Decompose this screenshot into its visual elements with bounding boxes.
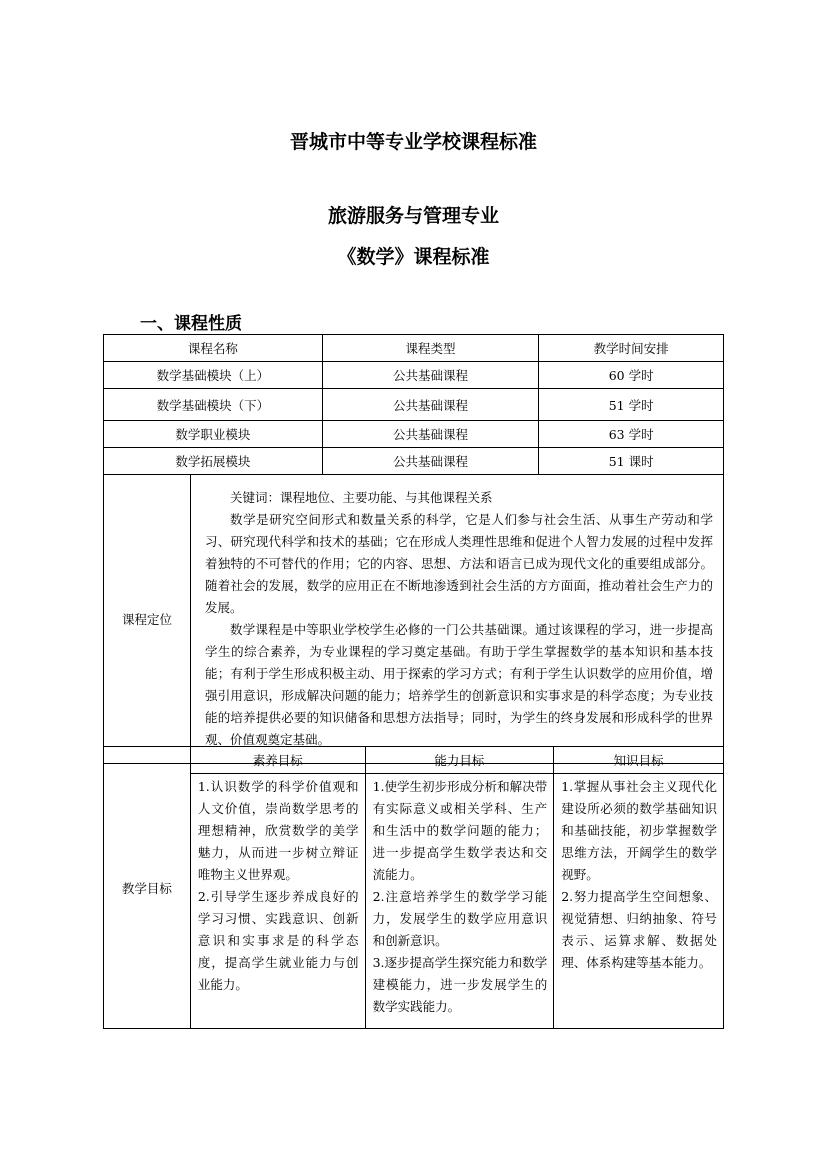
keywords-paragraph: 关键词：课程地位、主要功能、与其他课程关系 [230, 490, 493, 505]
cell-course-name: 数学职业模块 [104, 421, 323, 448]
table-header-row [104, 335, 724, 362]
positioning-label: 课程定位 [104, 475, 191, 764]
positioning-paragraph: 数学是研究空间形式和数量关系的科学，它是人们参与社会生活、从事生产劳动和学习、研究现代科学和技术的基础；它在形成人类理性思维和促进个人智力发展的过程中发挥着独特的不可替代的作用；它的内容、思想、方法和语言已成为现代文化的重要组成部分。随着社会的发展，数学的应用正在不断地渗透到社会生活的方方面面，推动着社会生产力的发展。 [205, 512, 713, 615]
cell-course-type: 公共基础课程 [322, 421, 539, 448]
header-course-name: 课程名称 [104, 335, 323, 362]
major-title: 旅游服务与管理专业 [327, 205, 499, 227]
table-row [104, 362, 724, 389]
goal-item: 1.使学生初步形成分析和解决带有实际意义或相关学科、生产和生活中的数学问题的能力；进一步提高学生数学表达和交流能力。 [372, 779, 548, 882]
goal-item: 2.引导学生逐步养成良好的学习习惯、实践意识、创新意识和实事求是的科学态度，提高学生就业能力与创业能力。 [197, 889, 359, 992]
goals-label: 教学目标 [104, 747, 191, 1029]
table-row [104, 448, 724, 475]
cell-teaching-hours: 51 学时 [539, 389, 724, 421]
table-row [104, 421, 724, 448]
knowledge-goals-cell [554, 774, 724, 1029]
header-teaching-hours: 教学时间安排 [539, 335, 724, 362]
positioning-paragraph: 数学课程是中等职业学校学生必修的一门公共基础课。通过该课程的学习，进一步提高学生的综合素养，为专业课程的学习奠定基础。有助于学生掌握数学的基本知识和基本技能；有利于学生形成积极主动、用于探索的学习方式；有利于学生认识数学的应用价值，增强引用意识，形成解决问题的能力；培养学生的创新意识和实事求是的科学态度；为专业技能的培养提供必要的知识储备和思想方法指导；同时，为学生的终身发展和形成科学的世界观、价值观奠定基础。 [205, 622, 713, 747]
header-course-type: 课程类型 [322, 335, 539, 362]
goal-item: 2.注意培养学生的数学学习能力，发展学生的数学应用意识和创新意识。 [372, 889, 548, 948]
course-info-table [103, 334, 724, 475]
ability-goals-cell [365, 774, 554, 1029]
header-knowledge-goals: 知识目标 [554, 747, 724, 774]
goal-item: 1.掌握从事社会主义现代化建设所必须的数学基础知识和基础技能，初步掌握数学思维方法，开阔学生的数学视野。 [561, 779, 717, 882]
cell-teaching-hours: 60 学时 [539, 362, 724, 389]
course-positioning-table [103, 474, 724, 764]
cell-teaching-hours: 51 课时 [539, 448, 724, 475]
header-ability-goals: 能力目标 [365, 747, 554, 774]
cell-course-type: 公共基础课程 [322, 448, 539, 475]
cell-teaching-hours: 63 学时 [539, 421, 724, 448]
goal-item: 2.努力提高学生空间想象、视觉猜想、归纳抽象、符号表示、运算求解、数据处理、体系构建等基本能力。 [561, 889, 717, 970]
cell-course-name: 数学基础模块（上） [104, 362, 323, 389]
document-title: 晋城市中等专业学校课程标准 [289, 131, 537, 153]
positioning-content [191, 475, 724, 764]
cell-course-name: 数学拓展模块 [104, 448, 323, 475]
goal-item: 3.逐步提高学生探究能力和数学建模能力，进一步发展学生的数学实践能力。 [372, 955, 548, 1014]
header-literacy-goals: 素养目标 [190, 747, 365, 774]
cell-course-type: 公共基础课程 [322, 389, 539, 421]
table-row [104, 389, 724, 421]
literacy-goals-cell [190, 774, 365, 1029]
goal-item: 1.认识数学的科学价值观和人文价值，崇尚数学思考的理想精神，欣赏数学的美学魅力，从而进一步树立辩证唯物主义世界观。 [197, 779, 359, 882]
course-title: 《数学》课程标准 [337, 246, 490, 268]
section-heading: 一、课程性质 [140, 314, 242, 334]
teaching-goals-table [103, 746, 724, 1029]
cell-course-type: 公共基础课程 [322, 362, 539, 389]
cell-course-name: 数学基础模块（下） [104, 389, 323, 421]
